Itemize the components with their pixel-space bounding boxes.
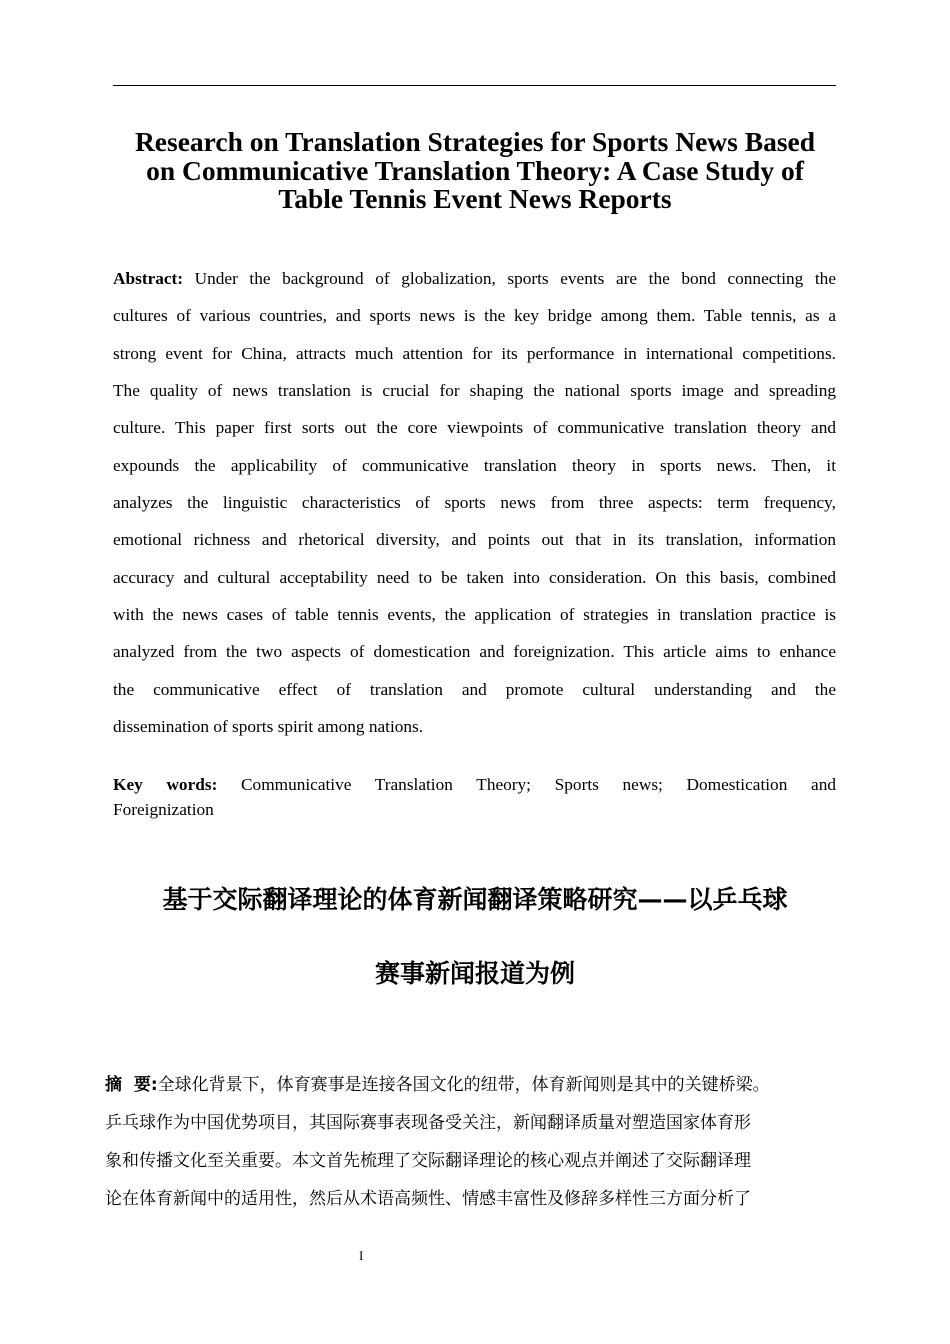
abstract-line: dissemination of sports spirit among nations. xyxy=(113,717,424,737)
abstract-line: with the news cases of table tennis events, the application of strategies in translation practice is xyxy=(113,605,836,625)
cn-abstract-line: 论在体育新闻中的适用性，然后从术语高频性、情感丰富性及修辞多样性三方面分析了 xyxy=(105,1189,751,1209)
abstract-label: Abstract: xyxy=(113,269,184,288)
abstract-line: analyzed from the two aspects of domestication and foreignization. This article aims to enhance xyxy=(113,642,836,662)
abstract-line: cultures of various countries, and sports news is the key bridge among them. Table tennis, as a xyxy=(113,306,836,326)
abstract-line: The quality of news translation is crucial for shaping the national sports image and spreading xyxy=(113,381,836,401)
english-abstract xyxy=(113,266,836,751)
keywords xyxy=(113,772,836,822)
title-line: Research on Translation Strategies for Sports News Based xyxy=(134,126,816,157)
cn-abstract-line xyxy=(105,1072,850,1110)
abstract-line: culture. This paper first sorts out the core viewpoints of communicative translation theory and xyxy=(113,418,836,438)
cn-abstract-label: 摘 要: xyxy=(105,1075,158,1095)
english-title xyxy=(100,128,850,214)
chinese-title-line: 基于交际翻译理论的体育新闻翻译策略研究——以乒乓球 xyxy=(162,885,788,914)
cn-abstract-line: 象和传播文化至关重要。本文首先梳理了交际翻译理论的核心观点并阐述了交际翻译理 xyxy=(105,1151,751,1171)
page-number: I xyxy=(359,1248,364,1263)
abstract-line xyxy=(113,266,836,303)
abstract-line: accuracy and cultural acceptability need to be taken into consideration. On this basis, combined xyxy=(113,567,836,587)
title-line: Table Tennis Event News Reports xyxy=(278,183,672,214)
cn-abstract-text: 全球化背景下，体育赛事是连接各国文化的纽带，体育新闻则是其中的关键桥梁。 xyxy=(157,1075,770,1095)
abstract-line: emotional richness and rhetorical diversity, and points out that in its translation, information xyxy=(113,530,836,550)
chinese-abstract xyxy=(105,1072,850,1224)
title-line: on Communicative Translation Theory: A Case Study of xyxy=(146,154,804,186)
abstract-line: analyzes the linguistic characteristics of sports news from three aspects: term frequency, xyxy=(113,493,836,513)
keywords-line: Foreignization xyxy=(113,800,214,819)
keywords-label: Key words: xyxy=(113,775,218,794)
abstract-line: expounds the applicability of communicative translation theory in sports news. Then, it xyxy=(113,455,836,475)
chinese-title-line: 赛事新闻报道为例 xyxy=(374,959,575,988)
keywords-line xyxy=(113,772,836,797)
keywords-text: Communicative Translation Theory; Sports news; Domestication and xyxy=(241,775,836,794)
header-rule xyxy=(113,85,836,86)
abstract-line: the communicative effect of translation and promote cultural understanding and the xyxy=(113,679,836,699)
abstract-line: strong event for China, attracts much attention for its performance in international competitions. xyxy=(113,343,836,363)
abstract-text: Under the background of globalization, sports events are the bond connecting the xyxy=(194,269,836,288)
cn-abstract-line: 乒乓球作为中国优势项目，其国际赛事表现备受关注，新闻翻译质量对塑造国家体育形 xyxy=(105,1113,751,1133)
